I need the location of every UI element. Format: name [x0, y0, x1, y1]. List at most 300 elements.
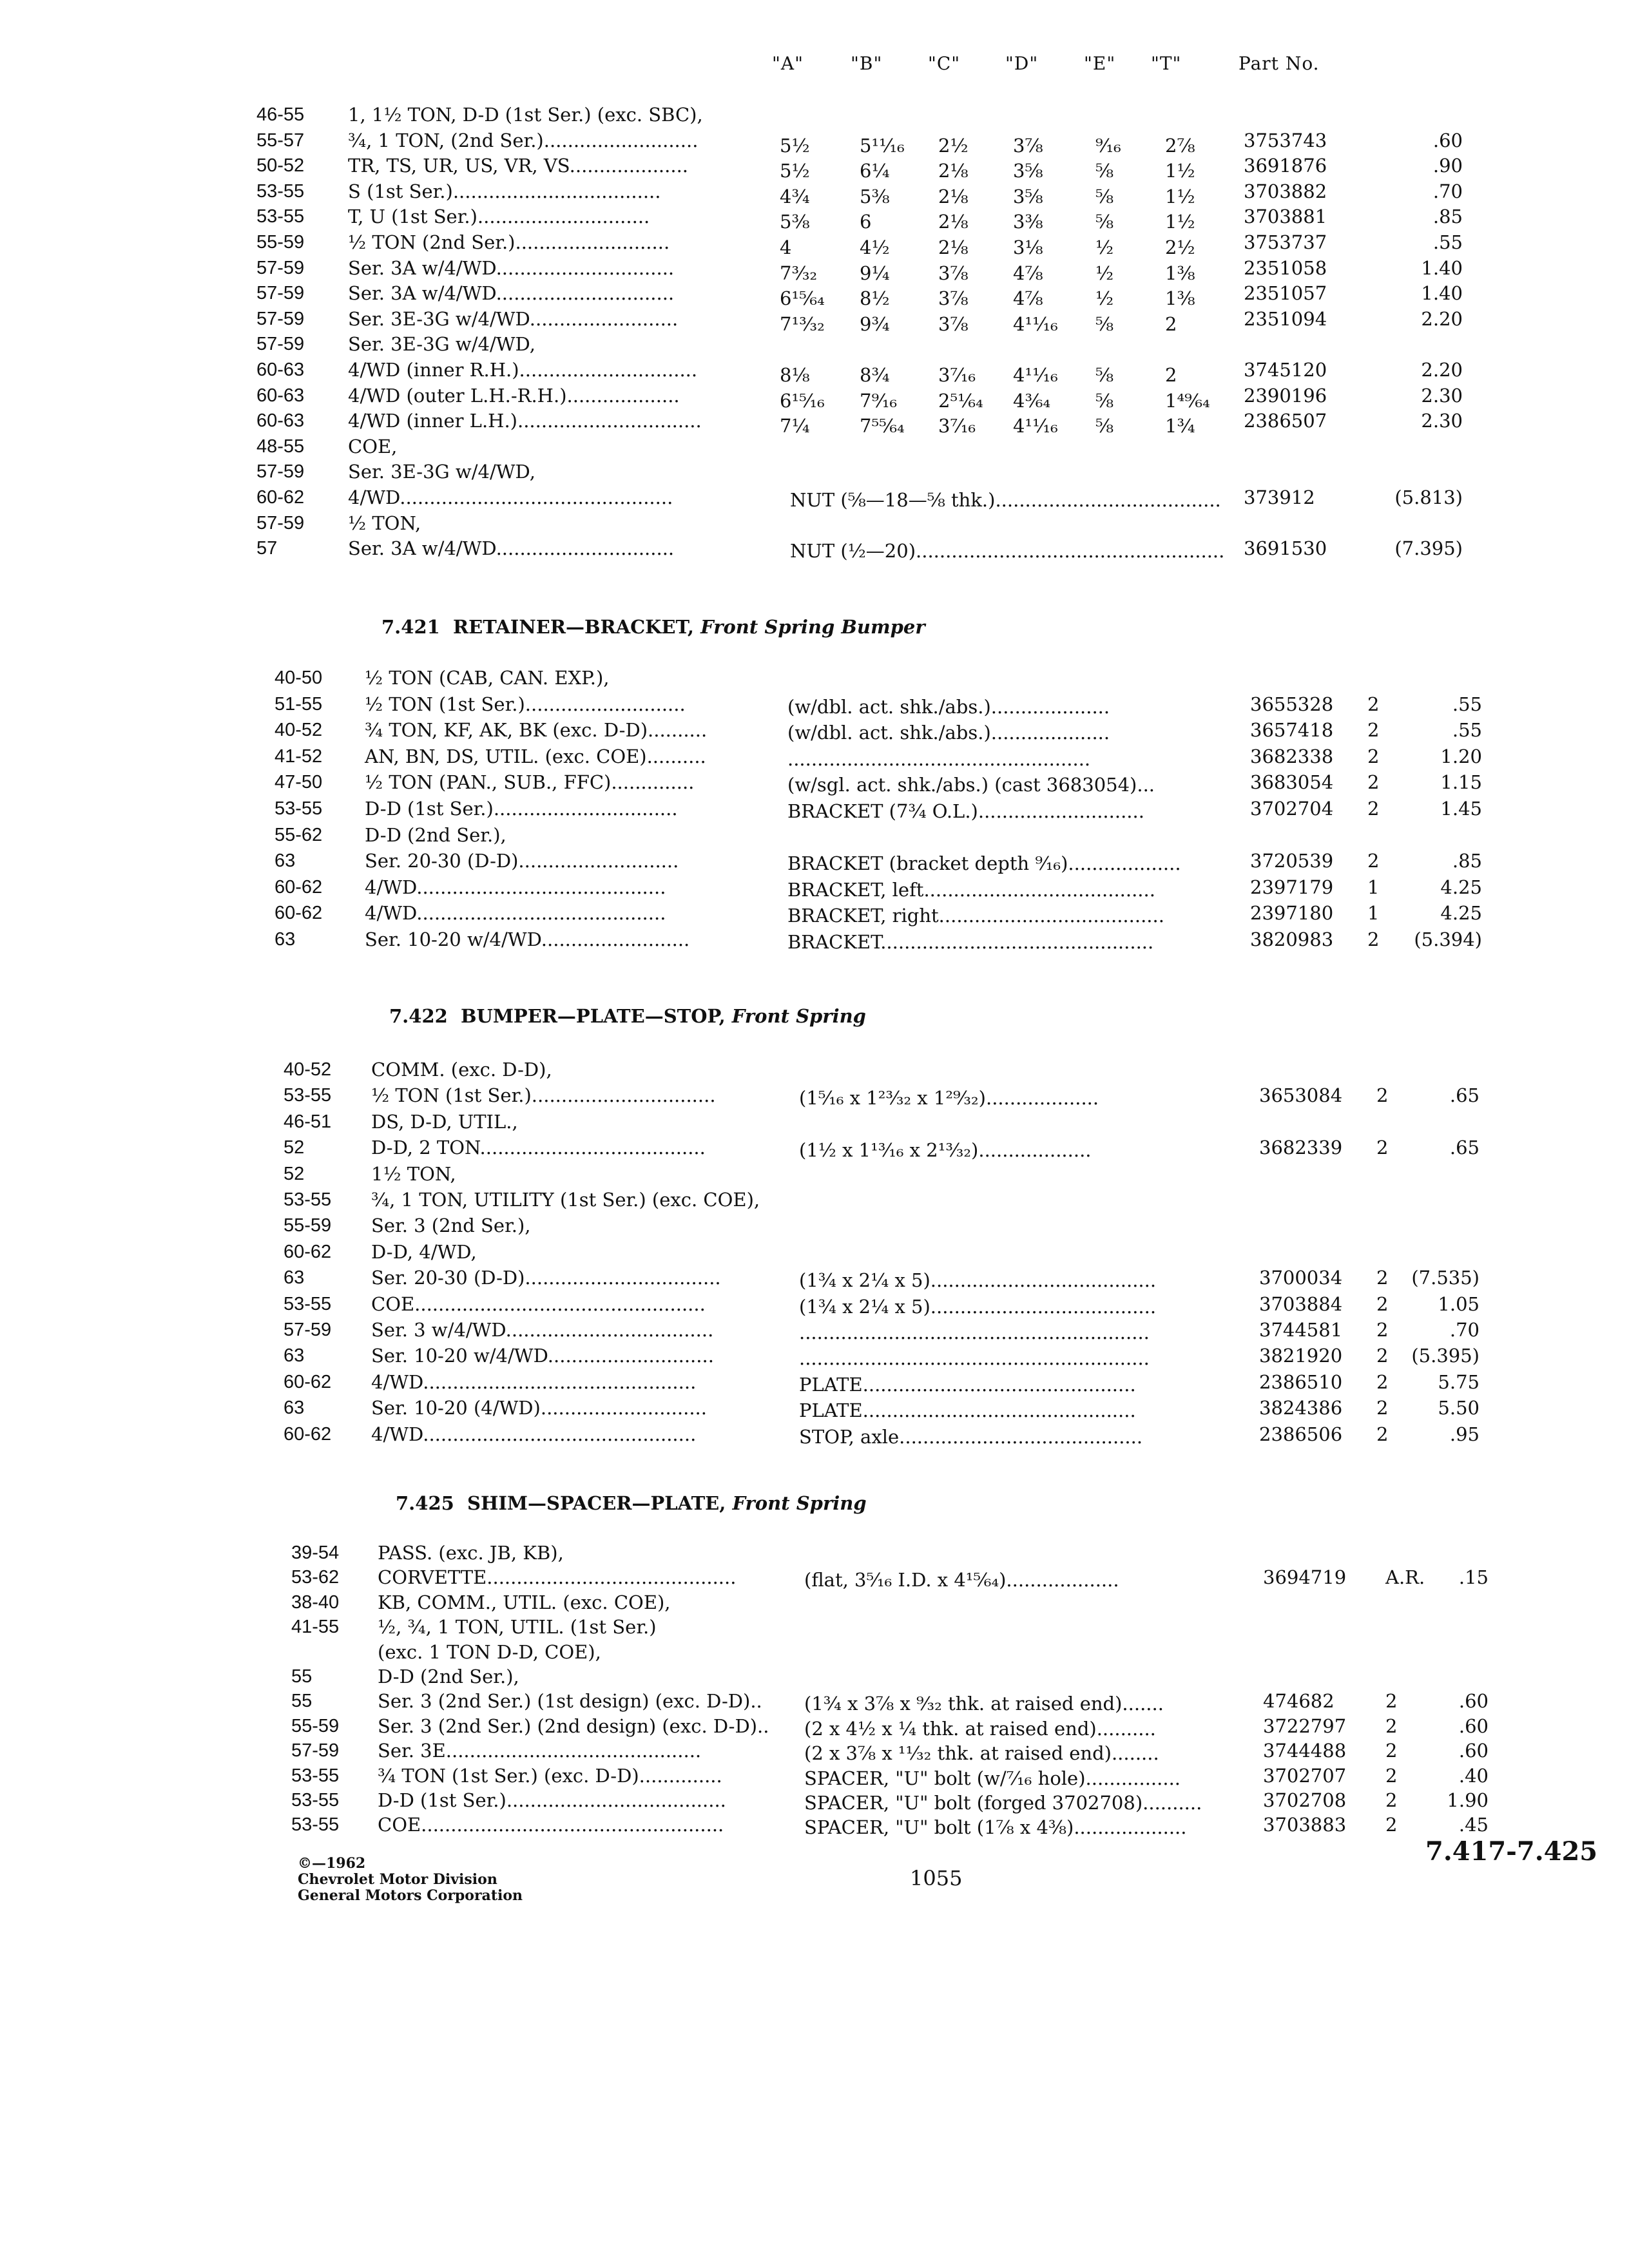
model-years: 52 — [284, 1137, 305, 1158]
price: 2.20 — [1421, 359, 1463, 381]
dimension-e: ⅝ — [1095, 211, 1114, 233]
quantity: 2 — [1367, 719, 1380, 741]
dimension-b: 4½ — [860, 236, 890, 258]
quantity: 2 — [1376, 1267, 1389, 1289]
dimension-c: 2⅛ — [938, 236, 969, 258]
application-description: Ser. 3E-3G w/4/WD, — [348, 461, 535, 483]
model-years: 60-63 — [256, 410, 305, 431]
model-years: 55-62 — [275, 825, 323, 845]
price: 4.25 — [1440, 902, 1482, 924]
model-years: 53-55 — [284, 1294, 332, 1314]
dimension-a: 7¼ — [780, 415, 810, 437]
application-description: D-D, 2 TON...................................... — [371, 1137, 706, 1158]
part-description: ........................................................... — [799, 1321, 1150, 1343]
application-description: Ser. 3 w/4/WD................................... — [371, 1319, 714, 1341]
part-description: NUT (½—20).................................................... — [790, 540, 1225, 562]
application-description: 4/WD (inner R.H.).............................. — [348, 359, 698, 381]
section-7-422-heading — [389, 1005, 866, 1027]
part-number: 2386507 — [1244, 410, 1327, 432]
dimension-d: 4¹¹⁄₁₆ — [1013, 364, 1058, 386]
part-description: (1½ x 1¹³⁄₁₆ x 2¹³⁄₃₂)................... — [799, 1139, 1092, 1161]
application-description: CORVETTE.......................................... — [378, 1566, 737, 1588]
part-description: STOP, axle......................................... — [799, 1426, 1143, 1448]
model-years: 40-52 — [284, 1059, 332, 1080]
col-header-a: "A" — [772, 53, 804, 74]
application-description: ½ TON (2nd Ser.).......................... — [348, 231, 670, 253]
model-years: 57-59 — [256, 258, 305, 278]
quantity: A.R. — [1385, 1566, 1425, 1588]
model-years: 57-59 — [256, 309, 305, 329]
model-years: 60-62 — [284, 1424, 332, 1445]
price: (7.535) — [1411, 1267, 1480, 1289]
dimension-b: 9¼ — [860, 262, 890, 284]
application-description: (exc. 1 TON D-D, COE), — [378, 1641, 601, 1663]
part-number: 3702707 — [1263, 1765, 1347, 1787]
model-years: 60-62 — [284, 1242, 332, 1262]
model-years: 39-54 — [291, 1542, 340, 1563]
part-description: BRACKET, left....................................... — [787, 879, 1155, 901]
dimension-c: 2⅛ — [938, 211, 969, 233]
dimension-t: 1⅜ — [1165, 287, 1195, 309]
price: 5.50 — [1438, 1397, 1480, 1419]
dimension-b: 8½ — [860, 287, 890, 309]
price: .70 — [1432, 180, 1463, 202]
part-description: (2 x 3⅞ x ¹¹⁄₃₂ thk. at raised end)........ — [804, 1742, 1159, 1764]
model-years: 55-59 — [291, 1716, 340, 1736]
dimension-e: ½ — [1095, 236, 1114, 258]
price: 2.20 — [1421, 308, 1463, 330]
price: .85 — [1432, 206, 1463, 227]
part-number: 3744488 — [1263, 1740, 1347, 1762]
dimension-t: 2⅞ — [1165, 135, 1195, 157]
price: .90 — [1432, 155, 1463, 177]
dimension-b: 6¼ — [860, 160, 890, 182]
section-title: BUMPER—PLATE—STOP, — [461, 1005, 726, 1027]
dimension-d: 4⅞ — [1013, 287, 1043, 309]
part-number: 3683054 — [1250, 771, 1334, 793]
dimension-d: 3⅛ — [1013, 236, 1043, 258]
dimension-d: 3⅞ — [1013, 135, 1043, 157]
price: 1.05 — [1438, 1293, 1480, 1315]
price: 5.75 — [1438, 1371, 1480, 1393]
part-number: 3691876 — [1244, 155, 1327, 177]
quantity: 2 — [1367, 693, 1380, 715]
part-number: 3720539 — [1250, 850, 1334, 872]
quantity: 1 — [1367, 902, 1380, 924]
model-years: 53-55 — [284, 1085, 332, 1106]
dimension-c: 2⁵¹⁄₆₄ — [938, 390, 983, 412]
price: .60 — [1458, 1690, 1489, 1712]
part-number: 3745120 — [1244, 359, 1327, 381]
application-description: Ser. 3E........................................... — [378, 1740, 702, 1762]
price: 1.40 — [1421, 282, 1463, 304]
model-years: 48-55 — [256, 436, 305, 457]
part-number: 3702704 — [1250, 798, 1334, 820]
part-description: BRACKET (bracket depth ⁹⁄₁₆)................... — [787, 852, 1181, 874]
model-years: 60-62 — [284, 1372, 332, 1392]
model-years: 53-55 — [256, 181, 305, 202]
part-description: BRACKET (7¾ O.L.)............................ — [787, 800, 1144, 822]
part-description: (1¾ x 2¼ x 5)...................................... — [799, 1296, 1157, 1318]
part-description: SPACER, "U" bolt (1⅞ x 4⅜)................... — [804, 1816, 1187, 1838]
model-years: 63 — [275, 929, 296, 950]
price: 1.15 — [1440, 771, 1482, 793]
application-description: Ser. 10-20 (4/WD)............................ — [371, 1397, 707, 1419]
dimension-d: 4³⁄₆₄ — [1013, 390, 1051, 412]
application-description: ½ TON (PAN., SUB., FFC).............. — [365, 771, 695, 793]
model-years: 50-52 — [256, 155, 305, 176]
part-number: 3703881 — [1244, 206, 1327, 227]
division-name: Chevrolet Motor Division — [298, 1871, 497, 1888]
application-description: Ser. 3 (2nd Ser.), — [371, 1215, 531, 1236]
part-number: 3703882 — [1244, 180, 1327, 202]
application-description: D-D (2nd Ser.), — [378, 1666, 519, 1687]
quantity: 2 — [1385, 1814, 1398, 1836]
application-description: KB, COMM., UTIL. (exc. COE), — [378, 1591, 671, 1613]
copyright-year: ©—1962 — [298, 1855, 366, 1872]
part-number: 3703883 — [1263, 1814, 1347, 1836]
footer-copyright — [298, 1856, 523, 1904]
application-description: Ser. 3E-3G w/4/WD, — [348, 333, 535, 355]
price: .60 — [1432, 130, 1463, 151]
part-number: 3753737 — [1244, 231, 1327, 253]
quantity: 2 — [1376, 1345, 1389, 1367]
dimension-b: 6 — [860, 211, 872, 233]
dimension-c: 3⅞ — [938, 313, 969, 335]
price: .65 — [1449, 1084, 1480, 1106]
application-description: TR, TS, UR, US, VR, VS.................... — [348, 155, 689, 177]
price: .55 — [1452, 719, 1482, 741]
model-years: 46-51 — [284, 1111, 332, 1132]
dimension-e: ⅝ — [1095, 390, 1114, 412]
application-description: D-D (1st Ser.)............................... — [365, 798, 678, 820]
part-description: BRACKET.............................................. — [787, 931, 1154, 953]
model-years: 55 — [291, 1691, 313, 1711]
part-number: 3694719 — [1263, 1566, 1347, 1588]
part-description: (w/dbl. act. shk./abs.).................... — [787, 696, 1110, 718]
quantity: 2 — [1367, 745, 1380, 767]
model-years: 57-59 — [256, 334, 305, 354]
dimension-e: ½ — [1095, 262, 1114, 284]
part-number: 474682 — [1263, 1690, 1335, 1712]
section-subtitle: Front Spring Bumper — [700, 616, 925, 638]
part-number: 3753743 — [1244, 130, 1327, 151]
dimension-b: 8¾ — [860, 364, 890, 386]
application-description: 1½ TON, — [371, 1163, 456, 1185]
part-number: 3653084 — [1259, 1084, 1343, 1106]
part-description: (2 x 4½ x ¼ thk. at raised end).......... — [804, 1718, 1156, 1740]
part-number: 2390196 — [1244, 385, 1327, 407]
dimension-t: 1½ — [1165, 211, 1195, 233]
quantity: 2 — [1385, 1789, 1398, 1811]
dimension-t: 1½ — [1165, 160, 1195, 182]
part-number: 3655328 — [1250, 693, 1334, 715]
quantity: 2 — [1367, 771, 1380, 793]
price: 2.30 — [1421, 410, 1463, 432]
dimension-t: 2 — [1165, 313, 1177, 335]
part-description: ........................................................... — [799, 1347, 1150, 1369]
dimension-e: ⅝ — [1095, 313, 1114, 335]
price: 1.45 — [1440, 798, 1482, 820]
dimension-t: 1⅜ — [1165, 262, 1195, 284]
application-description: PASS. (exc. JB, KB), — [378, 1542, 564, 1564]
dimension-d: 4¹¹⁄₁₆ — [1013, 313, 1058, 335]
corporation-name: General Motors Corporation — [298, 1887, 523, 1904]
model-years: 55-59 — [256, 232, 305, 253]
quantity: 2 — [1376, 1423, 1389, 1445]
dimension-a: 7³⁄₃₂ — [780, 262, 818, 284]
dimension-d: 4¹¹⁄₁₆ — [1013, 415, 1058, 437]
application-description: Ser. 10-20 w/4/WD......................... — [365, 928, 690, 950]
dimension-b: 7⁵⁵⁄₆₄ — [860, 415, 905, 437]
part-number: 2397180 — [1250, 902, 1334, 924]
model-years: 57-59 — [284, 1320, 332, 1340]
application-description: D-D (1st Ser.)..................................... — [378, 1789, 726, 1811]
dimension-a: 5½ — [780, 135, 810, 157]
model-years: 41-52 — [275, 746, 323, 767]
part-description: ................................................... — [787, 748, 1091, 770]
application-description: D-D, 4/WD, — [371, 1241, 477, 1263]
dimension-a: 5⅜ — [780, 211, 810, 233]
part-number: 3657418 — [1250, 719, 1334, 741]
application-description: ½ TON (CAB, CAN. EXP.), — [365, 667, 610, 689]
part-number: 2351094 — [1244, 308, 1327, 330]
dimension-a: 8⅛ — [780, 364, 810, 386]
col-header-part-no: Part No. — [1239, 53, 1320, 74]
dimension-c: 3⅞ — [938, 262, 969, 284]
price: .60 — [1458, 1740, 1489, 1762]
part-number: 2386510 — [1259, 1371, 1343, 1393]
dimension-c: 2⅛ — [938, 160, 969, 182]
model-years: 60-63 — [256, 385, 305, 406]
section-number: 7.421 — [381, 616, 440, 638]
model-years: 57-59 — [256, 461, 305, 482]
model-years: 53-55 — [291, 1814, 340, 1835]
model-years: 55-59 — [284, 1215, 332, 1236]
application-description: 4/WD (inner L.H.)............................... — [348, 410, 702, 432]
application-description: Ser. 3A w/4/WD.............................. — [348, 257, 675, 279]
dimension-b: 9¾ — [860, 313, 890, 335]
quantity: 2 — [1385, 1715, 1398, 1737]
application-description: ¾ TON, KF, AK, BK (exc. D-D).......... — [365, 719, 708, 741]
col-header-t: "T" — [1151, 53, 1182, 74]
application-description: S (1st Ser.)................................... — [348, 180, 661, 202]
model-years: 53-55 — [275, 798, 323, 819]
model-years: 55 — [291, 1666, 313, 1687]
col-header-e: "E" — [1084, 53, 1116, 74]
application-description: ¾ TON (1st Ser.) (exc. D-D).............. — [378, 1765, 722, 1787]
model-years: 38-40 — [291, 1592, 340, 1613]
section-7-421-heading — [381, 616, 925, 638]
application-description: COMM. (exc. D-D), — [371, 1059, 552, 1081]
price: .55 — [1452, 693, 1482, 715]
model-years: 57 — [256, 538, 278, 559]
part-number: 2351058 — [1244, 257, 1327, 279]
quantity: 2 — [1367, 798, 1380, 820]
model-years: 52 — [284, 1164, 305, 1184]
part-description: SPACER, "U" bolt (forged 3702708).......... — [804, 1792, 1202, 1814]
quantity: 2 — [1367, 850, 1380, 872]
model-years: 63 — [284, 1398, 305, 1418]
dimension-t: 1¾ — [1165, 415, 1195, 437]
page-number: 1055 — [910, 1866, 963, 1890]
quantity: 2 — [1385, 1765, 1398, 1787]
dimension-d: 3⅜ — [1013, 211, 1043, 233]
price: (5.395) — [1411, 1345, 1480, 1367]
dimension-t: 1½ — [1165, 186, 1195, 207]
price: .95 — [1449, 1423, 1480, 1445]
quantity: 2 — [1376, 1371, 1389, 1393]
quantity: 2 — [1376, 1397, 1389, 1419]
part-description: BRACKET, right...................................... — [787, 905, 1164, 927]
price: .70 — [1449, 1319, 1480, 1341]
dimension-b: 5⅜ — [860, 186, 890, 207]
model-years: 57-59 — [291, 1740, 340, 1761]
dimension-e: ⅝ — [1095, 364, 1114, 386]
dimension-t: 2 — [1165, 364, 1177, 386]
section-subtitle: Front Spring — [732, 1492, 867, 1514]
quantity: 2 — [1385, 1690, 1398, 1712]
part-number: 2351057 — [1244, 282, 1327, 304]
application-description: ½ TON (1st Ser.)........................... — [365, 693, 686, 715]
model-years: 57-59 — [256, 513, 305, 533]
part-number: 373912 — [1244, 486, 1315, 508]
part-number: 3691530 — [1244, 537, 1327, 559]
application-description: 4/WD.......................................... — [365, 902, 666, 924]
application-description: COE, — [348, 436, 398, 457]
price: 2.30 — [1421, 385, 1463, 407]
dimension-e: ⁹⁄₁₆ — [1095, 135, 1121, 157]
application-description: AN, BN, DS, UTIL. (exc. COE).......... — [365, 745, 706, 767]
application-description: 4/WD (outer L.H.-R.H.)................... — [348, 385, 680, 407]
application-description: Ser. 3A w/4/WD.............................. — [348, 537, 675, 559]
model-years: 57-59 — [256, 283, 305, 303]
model-years: 60-62 — [256, 487, 305, 508]
price: .65 — [1449, 1137, 1480, 1158]
dimension-e: ½ — [1095, 287, 1114, 309]
price: .15 — [1458, 1566, 1489, 1588]
quantity: 2 — [1376, 1084, 1389, 1106]
application-description: ¾, 1 TON, (2nd Ser.).......................... — [348, 130, 699, 151]
model-years: 63 — [284, 1267, 305, 1288]
dimension-a: 6¹⁵⁄₆₄ — [780, 287, 825, 309]
model-years: 53-55 — [284, 1189, 332, 1210]
part-description: PLATE.............................................. — [799, 1374, 1136, 1396]
model-years: 63 — [284, 1345, 305, 1366]
model-years: 53-55 — [291, 1790, 340, 1811]
part-description: PLATE.............................................. — [799, 1399, 1136, 1421]
dimension-d: 3⅝ — [1013, 160, 1043, 182]
application-description: DS, D-D, UTIL., — [371, 1111, 518, 1133]
dimension-c: 3⅞ — [938, 287, 969, 309]
price: (5.394) — [1414, 928, 1482, 950]
application-description: 4/WD.......................................... — [365, 876, 666, 898]
section-title: RETAINER—BRACKET, — [453, 616, 694, 638]
model-years: 53-55 — [256, 206, 305, 227]
price: 1.40 — [1421, 257, 1463, 279]
part-description: (w/sgl. act. shk./abs.) (cast 3683054)... — [787, 774, 1155, 796]
part-number: 3820983 — [1250, 928, 1334, 950]
part-description: (1⁵⁄₁₆ x 1²³⁄₃₂ x 1²⁹⁄₃₂)................... — [799, 1087, 1099, 1109]
dimension-t: 2½ — [1165, 236, 1195, 258]
application-description: Ser. 20-30 (D-D)........................... — [365, 850, 679, 872]
dimension-d: 3⅝ — [1013, 186, 1043, 207]
dimension-a: 6¹⁵⁄₁₆ — [780, 390, 825, 412]
part-number: 3722797 — [1263, 1715, 1347, 1737]
application-description: Ser. 3 (2nd Ser.) (1st design) (exc. D-D).. — [378, 1690, 762, 1712]
model-years: 53-55 — [291, 1765, 340, 1786]
section-title: SHIM—SPACER—PLATE, — [467, 1492, 726, 1514]
model-years: 41-55 — [291, 1617, 340, 1637]
dimension-a: 5½ — [780, 160, 810, 182]
col-header-d: "D" — [1005, 53, 1039, 74]
dimension-c: 3⁷⁄₁₆ — [938, 364, 976, 386]
price: .60 — [1458, 1715, 1489, 1737]
application-description: D-D (2nd Ser.), — [365, 824, 506, 846]
application-description: 4/WD.............................................. — [371, 1371, 697, 1393]
price: .45 — [1458, 1814, 1489, 1836]
application-description: Ser. 20-30 (D-D)................................. — [371, 1267, 721, 1289]
dimension-d: 4⅞ — [1013, 262, 1043, 284]
part-number: 3702708 — [1263, 1789, 1347, 1811]
part-number: 3824386 — [1259, 1397, 1343, 1419]
part-description: NUT (⅝—18—⅝ thk.)...................................... — [790, 489, 1221, 511]
model-years: 60-63 — [256, 360, 305, 380]
model-years: 40-50 — [275, 668, 323, 688]
dimension-a: 7¹³⁄₃₂ — [780, 313, 825, 335]
model-years: 53-62 — [291, 1567, 340, 1588]
application-description: Ser. 3 (2nd Ser.) (2nd design) (exc. D-D).. — [378, 1715, 769, 1737]
quantity: 2 — [1385, 1740, 1398, 1762]
model-years: 46-55 — [256, 104, 305, 125]
application-description: 4/WD.............................................. — [371, 1423, 697, 1445]
price: .85 — [1452, 850, 1482, 872]
section-7-425-heading — [396, 1492, 867, 1514]
price: 1.20 — [1440, 745, 1482, 767]
model-years: 60-62 — [275, 877, 323, 898]
price: (5.813) — [1394, 486, 1463, 508]
application-description: 4/WD.............................................. — [348, 486, 673, 508]
application-description: ½ TON (1st Ser.)............................... — [371, 1084, 716, 1106]
dimension-e: ⅝ — [1095, 160, 1114, 182]
application-description: T, U (1st Ser.)............................. — [348, 206, 650, 227]
section-number: 7.422 — [389, 1005, 448, 1027]
quantity: 2 — [1376, 1137, 1389, 1158]
dimension-e: ⅝ — [1095, 186, 1114, 207]
quantity: 1 — [1367, 876, 1380, 898]
price: 1.90 — [1447, 1789, 1489, 1811]
part-number: 2386506 — [1259, 1423, 1343, 1445]
model-years: 63 — [275, 850, 296, 871]
quantity: 2 — [1376, 1293, 1389, 1315]
application-description: Ser. 10-20 w/4/WD............................ — [371, 1345, 714, 1367]
section-number: 7.425 — [396, 1492, 454, 1514]
part-description: (1¾ x 3⅞ x ⁹⁄₃₂ thk. at raised end)....... — [804, 1693, 1164, 1715]
model-years: 60-62 — [275, 903, 323, 923]
quantity: 2 — [1367, 928, 1380, 950]
section-subtitle: Front Spring — [731, 1005, 866, 1027]
dimension-a: 4 — [780, 236, 792, 258]
dimension-c: 3⁷⁄₁₆ — [938, 415, 976, 437]
application-description: ½ TON, — [348, 512, 421, 534]
dimension-e: ⅝ — [1095, 415, 1114, 437]
price: 4.25 — [1440, 876, 1482, 898]
part-number: 3821920 — [1259, 1345, 1343, 1367]
part-description: (w/dbl. act. shk./abs.).................... — [787, 722, 1110, 744]
part-description: (flat, 3⁵⁄₁₆ I.D. x 4¹⁵⁄₆₄)................... — [804, 1569, 1119, 1591]
application-description: COE................................................... — [378, 1814, 724, 1836]
application-description: Ser. 3A w/4/WD.............................. — [348, 282, 675, 304]
